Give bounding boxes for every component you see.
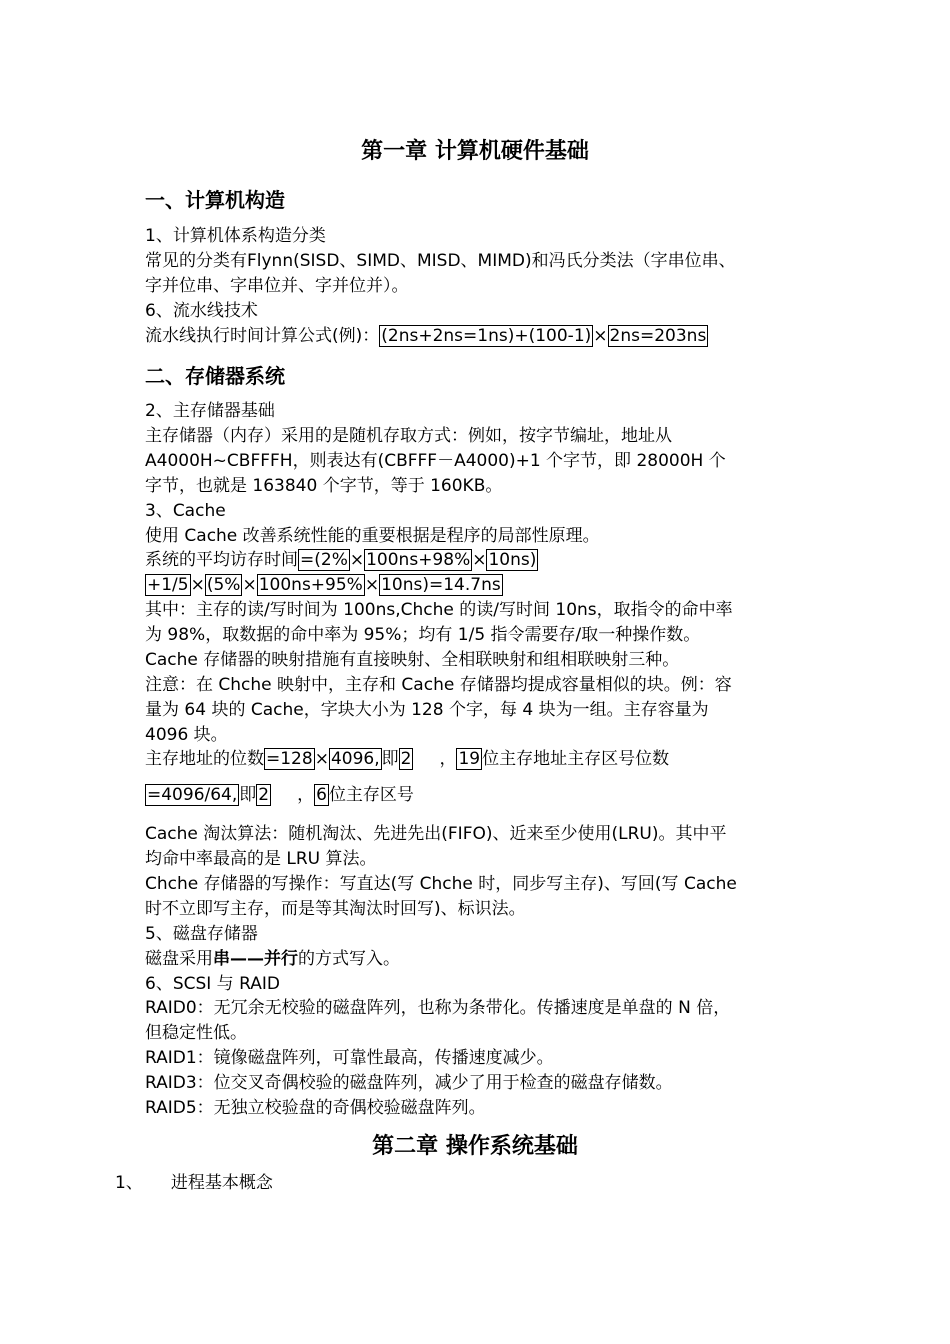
formula-box: 2	[258, 785, 270, 805]
chapter-2-item	[115, 1171, 273, 1196]
formula-text: 即	[381, 749, 399, 769]
formula-box: =128	[266, 749, 313, 769]
paragraph-write-2: 时不立即写主存，而是等其淘汰时回写)、标识法。	[145, 899, 526, 919]
paragraph-note-1: 注意：在 Chche 映射中，主存和 Cache 存储器均提成容量相似的块。例：容	[145, 675, 732, 695]
avg-access-label: 系统的平均访存时间	[145, 550, 298, 570]
section-1-heading: 一、计算机构造	[145, 188, 285, 212]
formula-box: 100ns+98%	[366, 550, 471, 570]
pipeline-formula-label: 流水线执行时间计算公式(例)：	[145, 326, 380, 346]
section-2-heading: 二、存储器系统	[145, 364, 285, 388]
paragraph-raid0-2: 但稳定性低。	[145, 1023, 247, 1043]
formula-box: =4096/64,	[147, 785, 238, 805]
formula-box: 100ns+95%	[258, 575, 363, 595]
chapter-1-title: 第一章 计算机硬件基础	[361, 139, 589, 164]
formula-text: 位主存地址主存区号位数	[482, 749, 670, 769]
paragraph-memory-3: 字节，也就是 163840 个字节，等于 160KB。	[145, 476, 503, 496]
formula-box: (2ns+2ns=1ns)+(100-1)	[381, 326, 592, 346]
formula-box: 2	[400, 749, 412, 769]
disk-text: 磁盘采用	[145, 949, 213, 969]
subheading-architecture: 1、计算机体系构造分类	[145, 226, 326, 246]
paragraph-raid1: RAID1：镜像磁盘阵列，可靠性最高，传播速度减少。	[145, 1048, 554, 1068]
paragraph-cache-mapping: Cache 存储器的映射措施有直接映射、全相联映射和组相联映射三种。	[145, 650, 680, 670]
formula-box: +1/5	[147, 575, 189, 595]
formula-box: 10ns)	[488, 550, 537, 570]
formula-box: 6	[316, 785, 327, 805]
times-sign: ×	[349, 550, 365, 570]
address-bits-label: 主存地址的位数	[145, 749, 264, 769]
chapter-2-title: 第二章 操作系统基础	[372, 1134, 578, 1159]
disk-bold-text: 串——并行	[213, 949, 298, 969]
paragraph-disk	[145, 947, 400, 972]
times-sign: ×	[593, 326, 608, 346]
formula-box: 19	[458, 749, 481, 769]
times-sign: ×	[472, 550, 487, 570]
paragraph-flynn-1: 常见的分类有Flynn(SISD、SIMD、MISD、MIMD)和冯氏分类法（字串位串、	[145, 251, 736, 271]
times-sign: ×	[242, 575, 257, 595]
paragraph-note-3: 4096 块。	[145, 725, 228, 745]
subheading-main-memory: 2、主存储器基础	[145, 401, 275, 421]
paragraph-raid3: RAID3：位交叉奇偶校验的磁盘阵列，减少了用于检查的磁盘存储数。	[145, 1073, 673, 1093]
avg-access-formula-2	[145, 573, 503, 598]
formula-text: 即	[239, 785, 257, 805]
subheading-cache: 3、Cache	[145, 501, 226, 521]
paragraph-note-2: 量为 64 块的 Cache，字块大小为 128 个字，每 4 块为一组。主存容量为	[145, 700, 709, 720]
times-sign: ×	[314, 749, 329, 769]
formula-text: ，	[439, 749, 457, 769]
paragraph-write-1: Chche 存储器的写操作：写直达(写 Chche 时，同步写主存)、写回(写 Cache	[145, 874, 737, 894]
paragraph-hit-rate-1: 其中：主存的读/写时间为 100ns,Chche 的读/写时间 10ns，取指令的命中率	[145, 600, 733, 620]
times-sign: ×	[364, 575, 380, 595]
formula-box: =(2%	[300, 550, 348, 570]
subheading-disk: 5、磁盘存储器	[145, 924, 258, 944]
disk-text: 的方式写入。	[298, 949, 400, 969]
paragraph-raid5: RAID5：无独立校验盘的奇偶校验磁盘阵列。	[145, 1098, 486, 1118]
list-number: 1、	[115, 1173, 143, 1193]
formula-text: ，	[297, 785, 315, 805]
paragraph-memory-1: 主存储器（内存）采用的是随机存取方式：例如，按字节编址，地址从	[145, 426, 672, 446]
paragraph-flynn-2: 字并位串、字串位并、字并位并）。	[145, 276, 409, 296]
subheading-pipeline: 6、流水线技术	[145, 301, 258, 321]
formula-box: 4096,	[330, 749, 380, 769]
paragraph-eviction-2: 均命中率最高的是 LRU 算法。	[145, 849, 377, 869]
paragraph-eviction-1: Cache 淘汰算法：随机淘汰、先进先出(FIFO)、近来至少使用(LRU)。其中平	[145, 824, 727, 844]
subheading-scsi-raid: 6、SCSI 与 RAID	[145, 974, 280, 994]
zone-bits-formula	[145, 783, 414, 808]
times-sign: ×	[190, 575, 205, 595]
formula-box: (5%	[206, 575, 241, 595]
paragraph-raid0-1: RAID0：无冗余无校验的磁盘阵列，也称为条带化。传播速度是单盘的 N 倍，	[145, 998, 731, 1018]
formula-box: 10ns)=14.7ns	[381, 575, 501, 595]
list-item-text: 进程基本概念	[170, 1173, 273, 1193]
pipeline-formula	[145, 324, 708, 349]
address-bits-formula	[145, 747, 669, 772]
avg-access-formula-1	[145, 548, 538, 573]
paragraph-memory-2: A4000H~CBFFFH，则表达有(CBFFF－A4000)+1 个字节，即 28000H 个	[145, 451, 726, 471]
formula-text: 位主存区号	[328, 785, 414, 805]
formula-box: 2ns=203ns	[609, 326, 707, 346]
paragraph-hit-rate-2: 为 98%，取数据的命中率为 95%；均有 1/5 指令需要存/取一种操作数。	[145, 625, 701, 645]
paragraph-cache-principle: 使用 Cache 改善系统性能的重要根据是程序的局部性原理。	[145, 526, 600, 546]
